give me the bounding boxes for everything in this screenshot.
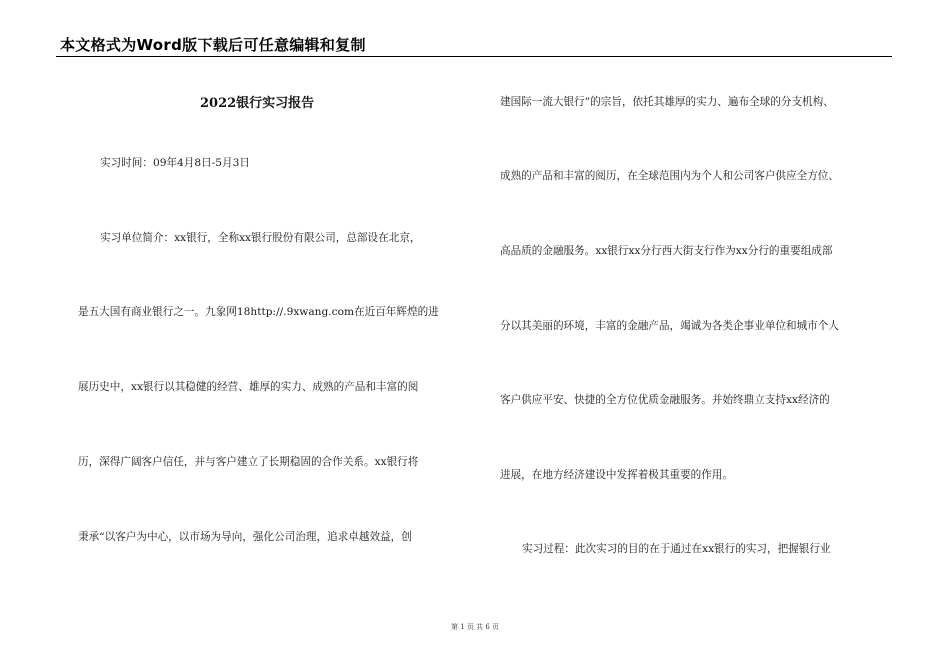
paragraph-line: 客户供应平安、快捷的全方位优质金融服务。并始终鼎立支持xx经济的	[500, 394, 830, 406]
page-number: 第 1 页 共 6 页	[450, 623, 500, 631]
paragraph-line: 展历史中，xx银行以其稳健的经营、雄厚的实力、成熟的产品和丰富的阅	[78, 381, 419, 393]
paragraph-line: 分以其美丽的环境，丰富的金融产品，竭诚为各类企事业单位和城市个人	[500, 320, 839, 332]
paragraph-line: 成熟的产品和丰富的阅历，在全球范围内为个人和公司客户供应全方位、	[500, 170, 839, 182]
paragraph-line: 高品质的金融服务。xx银行xx分行西大街支行作为xx分行的重要组成部	[500, 245, 833, 257]
paragraph-line: 实习时间：09年4月8日-5月3日	[100, 157, 250, 169]
paragraph-line: 历，深得广阔客户信任，并与客户建立了长期稳固的合作关系。xx银行将	[78, 456, 419, 468]
document-header: 本文格式为Word版下载后可任意编辑和复制	[60, 36, 366, 54]
header-divider	[56, 56, 892, 57]
paragraph-line: 实习单位简介：xx银行，全称xx银行股份有限公司，总部设在北京，	[100, 232, 421, 244]
paragraph-line: 秉承“以客户为中心，以市场为导向，强化公司治理，追求卓越效益，创	[78, 531, 412, 543]
document-title: 2022银行实习报告	[200, 96, 315, 111]
paragraph-line: 进展，在地方经济建设中发挥着极其重要的作用。	[500, 469, 734, 481]
paragraph-line: 是五大国有商业银行之一。九象网18http://.9xwang.com在近百年辉煌的进	[78, 306, 439, 318]
paragraph-line: 建国际一流大银行”的宗旨，依托其雄厚的实力、遍布全球的分支机构、	[500, 96, 834, 108]
paragraph-line: 实习过程：此次实习的目的在于通过在xx银行的实习，把握银行业	[522, 543, 831, 555]
